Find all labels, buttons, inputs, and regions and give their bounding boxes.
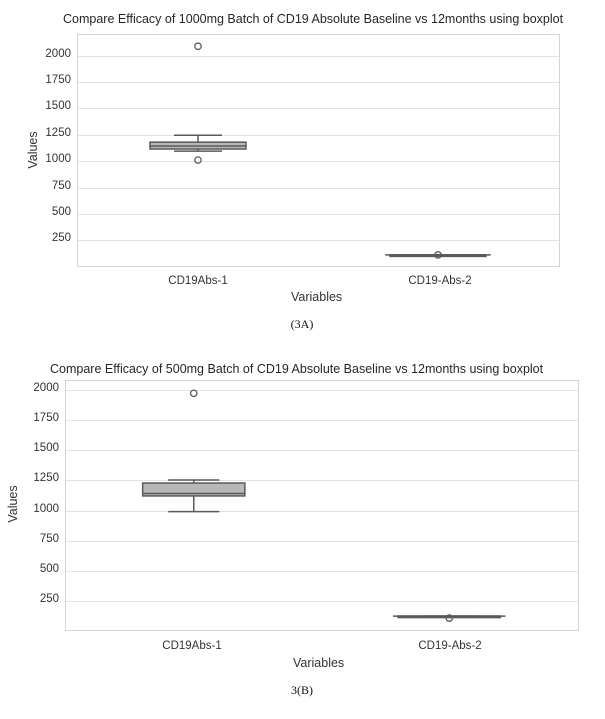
y-axis-label: Values — [26, 131, 40, 169]
figure-caption: (3A) — [290, 317, 314, 331]
y-tick-label: 1750 — [33, 412, 59, 425]
y-tick-label: 1000 — [33, 502, 59, 515]
x-tick-label: CD19Abs-1 — [162, 640, 222, 652]
figure-caption: 3(B) — [291, 683, 313, 697]
y-tick-label: 1750 — [45, 74, 71, 87]
y-tick-label: 2000 — [33, 381, 59, 394]
y-tick-label: 2000 — [45, 47, 71, 60]
chart-title: Compare Efficacy of 1000mg Batch of CD19 Absolute Baseline vs 12months using boxplot — [63, 12, 564, 26]
plot-area — [65, 380, 579, 631]
y-tick-label: 1500 — [45, 100, 71, 113]
x-tick-label: CD19-Abs-2 — [408, 275, 472, 287]
y-tick-label: 1500 — [33, 442, 59, 455]
y-tick-label: 1000 — [45, 153, 71, 166]
boxplot-svg — [66, 381, 577, 629]
y-tick-label: 1250 — [45, 126, 71, 139]
x-tick-label: CD19-Abs-2 — [418, 640, 482, 652]
y-tick-label: 250 — [51, 232, 71, 245]
y-axis-label: Values — [6, 485, 20, 523]
chart-title: Compare Efficacy of 500mg Batch of CD19 Absolute Baseline vs 12months using boxplot — [50, 362, 544, 376]
y-tick-label: 500 — [39, 563, 59, 575]
y-tick-label: 250 — [39, 593, 59, 606]
x-axis-label: Variables — [291, 290, 343, 304]
y-tick-label: 750 — [39, 532, 59, 545]
x-tick-label: CD19Abs-1 — [168, 275, 228, 287]
y-tick-label: 750 — [51, 179, 71, 192]
x-axis-label: Variables — [293, 656, 345, 670]
y-tick-label: 1250 — [33, 472, 59, 485]
y-tick-label: 500 — [51, 205, 71, 218]
